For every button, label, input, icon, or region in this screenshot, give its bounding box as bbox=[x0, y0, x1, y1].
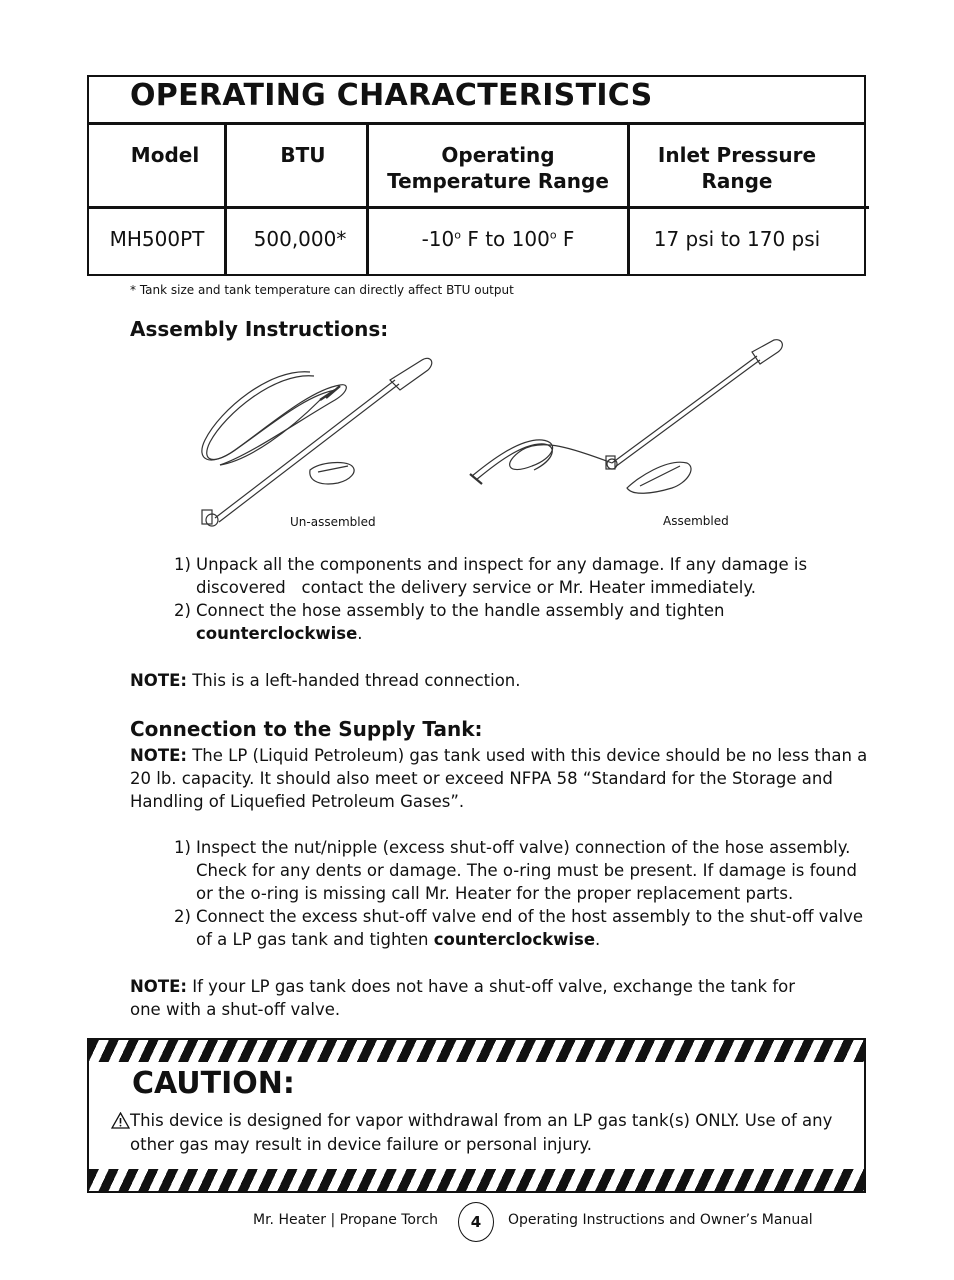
supply-note-2 bbox=[130, 975, 850, 1021]
step-text: Check for any dents or damage. The o-ring must be present. If damage is found bbox=[196, 861, 857, 880]
assembly-steps bbox=[174, 553, 864, 645]
step-text: Connect the excess shut-off valve end of the host assembly to the shut-off valve bbox=[196, 907, 864, 926]
step-text: Unpack all the components and inspect for any damage. If any damage is bbox=[196, 555, 808, 574]
note-text: This is a left-handed thread connection. bbox=[186, 671, 521, 690]
footer-manual-title: Operating Instructions and Owner’s Manual bbox=[508, 1212, 813, 1228]
degree-symbol: o bbox=[454, 228, 461, 242]
list-item bbox=[174, 836, 864, 859]
step-text bbox=[174, 928, 864, 951]
step-number: 2) bbox=[174, 907, 191, 926]
list-item bbox=[174, 599, 864, 622]
header-temp-line2: Temperature Range bbox=[387, 169, 609, 193]
step-text: discovered contact the delivery service or Mr. Heater immediately. bbox=[196, 578, 757, 597]
btu-footnote: * Tank size and tank temperature can directly affect BTU output bbox=[130, 283, 514, 297]
column-divider bbox=[224, 124, 227, 275]
supply-note bbox=[130, 744, 870, 813]
table-title: OPERATING CHARACTERISTICS bbox=[130, 78, 653, 113]
step-text: Connect the hose assembly to the handle assembly and tighten bbox=[196, 601, 725, 620]
temp-low: -10 bbox=[421, 227, 455, 251]
step-text: Inspect the nut/nipple (excess shut-off valve) connection of the hose assembly. bbox=[196, 838, 851, 857]
note-label: NOTE: bbox=[130, 977, 187, 996]
step-number: 1) bbox=[174, 555, 191, 574]
table-divider bbox=[89, 206, 869, 209]
list-item bbox=[174, 905, 864, 928]
degree-symbol: o bbox=[549, 228, 557, 242]
supply-steps bbox=[174, 836, 864, 951]
assembly-note bbox=[130, 669, 850, 692]
header-pressure-line1: Inlet Pressure bbox=[657, 143, 817, 167]
table-divider bbox=[89, 122, 865, 125]
step-text: or the o-ring is missing call Mr. Heater for the proper replacement parts. bbox=[196, 884, 794, 903]
note-label: NOTE: bbox=[130, 746, 187, 765]
header-inlet-pressure bbox=[630, 142, 844, 194]
step-number: 1) bbox=[174, 838, 191, 857]
cell-inlet-pressure: 17 psi to 170 psi bbox=[653, 227, 821, 251]
note-label: NOTE: bbox=[130, 671, 187, 690]
note-text: 20 lb. capacity. It should also meet or exceed NFPA 58 “Standard for the Storage and bbox=[130, 769, 833, 788]
caution-line: This device is designed for vapor withdrawal from an LP gas tank(s) ONLY. Use of any bbox=[130, 1111, 833, 1130]
warning-triangle-icon bbox=[111, 1112, 130, 1129]
note-text: one with a shut-off valve. bbox=[130, 1000, 341, 1019]
header-model: Model bbox=[130, 143, 200, 167]
cell-temperature-range bbox=[369, 227, 627, 251]
header-pressure-line2: Range bbox=[701, 169, 773, 193]
emphasis-text: counterclockwise bbox=[196, 624, 358, 643]
caution-text bbox=[130, 1109, 850, 1157]
note-text: The LP (Liquid Petroleum) gas tank used with this device should be no less than a bbox=[186, 746, 868, 765]
page-number: 4 bbox=[458, 1202, 494, 1242]
step-number: 2) bbox=[174, 601, 191, 620]
punctuation: . bbox=[357, 624, 363, 643]
caption-unassembled: Un-assembled bbox=[290, 515, 376, 529]
hazard-stripe-bottom bbox=[89, 1169, 864, 1191]
header-temp-line1: Operating bbox=[441, 143, 555, 167]
hazard-stripe-top bbox=[89, 1040, 864, 1062]
assembly-heading: Assembly Instructions: bbox=[130, 317, 389, 341]
caution-title: CAUTION: bbox=[132, 1066, 295, 1101]
assembled-torch-illustration bbox=[462, 338, 792, 513]
temp-high: F bbox=[556, 227, 575, 251]
step-text: of a LP gas tank and tighten bbox=[196, 930, 434, 949]
unassembled-torch-illustration bbox=[190, 350, 440, 535]
caution-line: other gas may result in device failure or personal injury. bbox=[130, 1135, 592, 1154]
cell-model: MH500PT bbox=[109, 227, 205, 251]
temp-mid: F to 100 bbox=[460, 227, 550, 251]
list-item bbox=[174, 553, 864, 576]
punctuation: . bbox=[595, 930, 601, 949]
footer-product: Mr. Heater | Propane Torch bbox=[253, 1212, 439, 1228]
note-text: Handling of Liquefied Petroleum Gases”. bbox=[130, 792, 465, 811]
caption-assembled: Assembled bbox=[663, 514, 729, 528]
header-btu: BTU bbox=[280, 143, 326, 167]
header-temperature-range bbox=[369, 142, 627, 194]
note-text: If your LP gas tank does not have a shut-off valve, exchange the tank for bbox=[186, 977, 796, 996]
cell-btu: 500,000* bbox=[253, 227, 347, 251]
emphasis-text: counterclockwise bbox=[433, 930, 596, 949]
supply-heading: Connection to the Supply Tank: bbox=[130, 717, 483, 741]
step-text bbox=[174, 622, 864, 645]
